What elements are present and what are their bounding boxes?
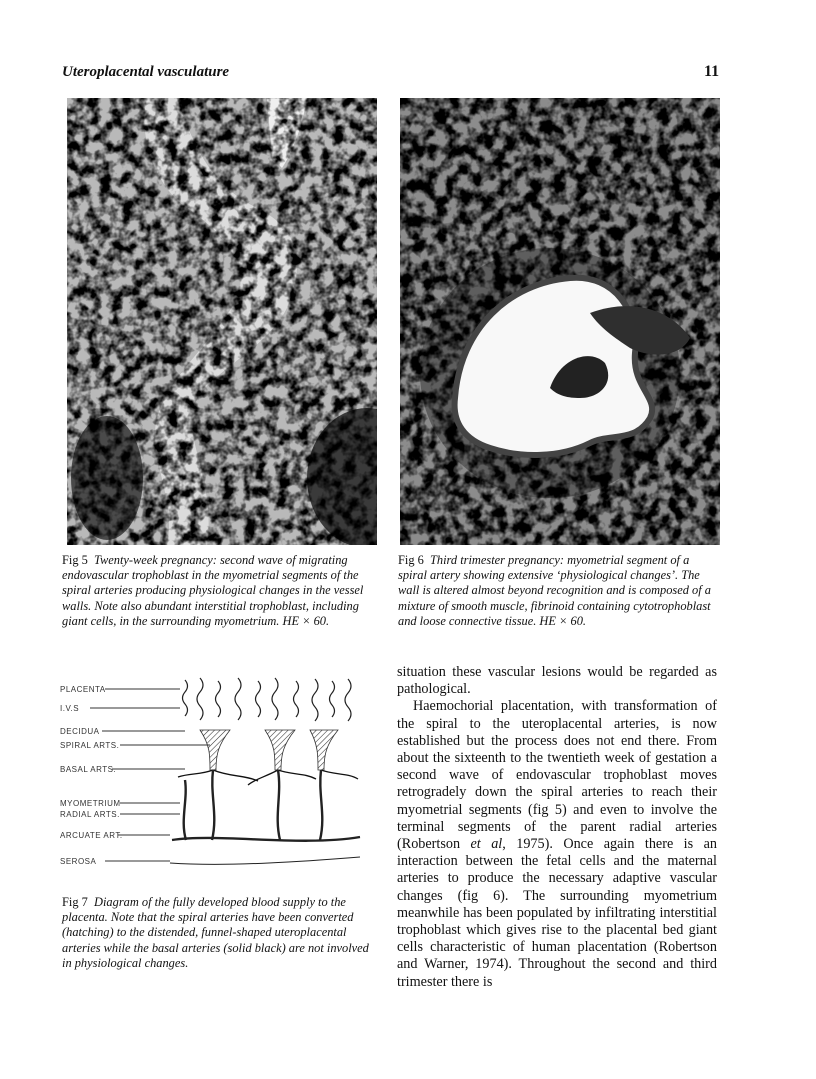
et-al: et al — [470, 836, 503, 853]
figure-6-label: Fig 6 — [398, 553, 424, 567]
figure-6-micrograph — [400, 98, 720, 545]
paragraph-2-part-1: Haemochorial placentation, with transformation of the spiral to the uteroplacental arteries, is now established but the process does not end there. From about the sixteenth to the twentieth week of gestation a second wave of endovascular trophoblast moves retrogradely down the spiral arteries to reach their myometrial segments (fig 5) and even to involve the terminal segments of the parent radial arteries (Robertson — [397, 698, 717, 853]
figure-5-label: Fig 5 — [62, 553, 88, 567]
figure-5-caption — [62, 553, 380, 629]
body-text-column — [397, 664, 717, 991]
figure-7-label: Fig 7 — [62, 895, 88, 909]
label-myometrium: MYOMETRIUM — [60, 799, 121, 808]
label-serosa: SEROSA — [60, 857, 97, 866]
paragraph-2 — [397, 698, 717, 990]
figure-6-caption — [398, 553, 720, 629]
label-basal-arts: BASAL ARTS. — [60, 765, 117, 774]
figure-7-diagram — [60, 675, 370, 880]
running-title: Uteroplacental vasculature — [62, 64, 230, 80]
figure-5-micrograph — [67, 98, 377, 545]
label-ivs: I.V.S — [60, 704, 80, 713]
figure-5-caption-text: Twenty-week pregnancy: second wave of migrating endovascular trophoblast in the myometrial segments of the spiral arteries producing physiological changes in the vessel walls. Note also abundant interstitial trophoblast, including giant cells, in the surrounding myometrium. HE × 60. — [62, 553, 364, 628]
label-radial-arts: RADIAL ARTS. — [60, 810, 120, 819]
figure-7-caption-text: Diagram of the fully developed blood supply to the placenta. Note that the spiral arteries have been converted (hatching) to the distended, funnel-shaped uteroplacental arteries while the basal arteries (solid black) are not involved in physiological changes. — [62, 895, 369, 970]
figure-7-caption — [62, 895, 374, 971]
paragraph-1: situation these vascular lesions would be regarded as pathological. — [397, 664, 717, 698]
figure-6-caption-text: Third trimester pregnancy: myometrial segment of a spiral artery showing extensive ‘physiological changes’. The wall is altered almost beyond recognition and is composed of a mixture of smooth muscle, fibrinoid containing cytotrophoblast and loose connective tissue. HE × 60. — [398, 553, 711, 628]
label-spiral-arts: SPIRAL ARTS. — [60, 741, 120, 750]
label-placenta: PLACENTA — [60, 685, 106, 694]
page-number: 11 — [704, 63, 720, 80]
paragraph-2-part-2: , 1975). Once again there is an interaction between the fetal cells and the maternal arteries to produce the necessary adaptive vascular changes (fig 6). The surrounding myometrium meanwhile has been populated by infiltrating interstitial trophoblast which gives rise to the placental bed giant cells characteristic of human placentation (Robertson and Warner, 1974). Throughout the second and third trimester there is — [397, 836, 717, 990]
label-arcuate-art: ARCUATE ART. — [60, 831, 123, 840]
label-decidua: DECIDUA — [60, 727, 100, 736]
